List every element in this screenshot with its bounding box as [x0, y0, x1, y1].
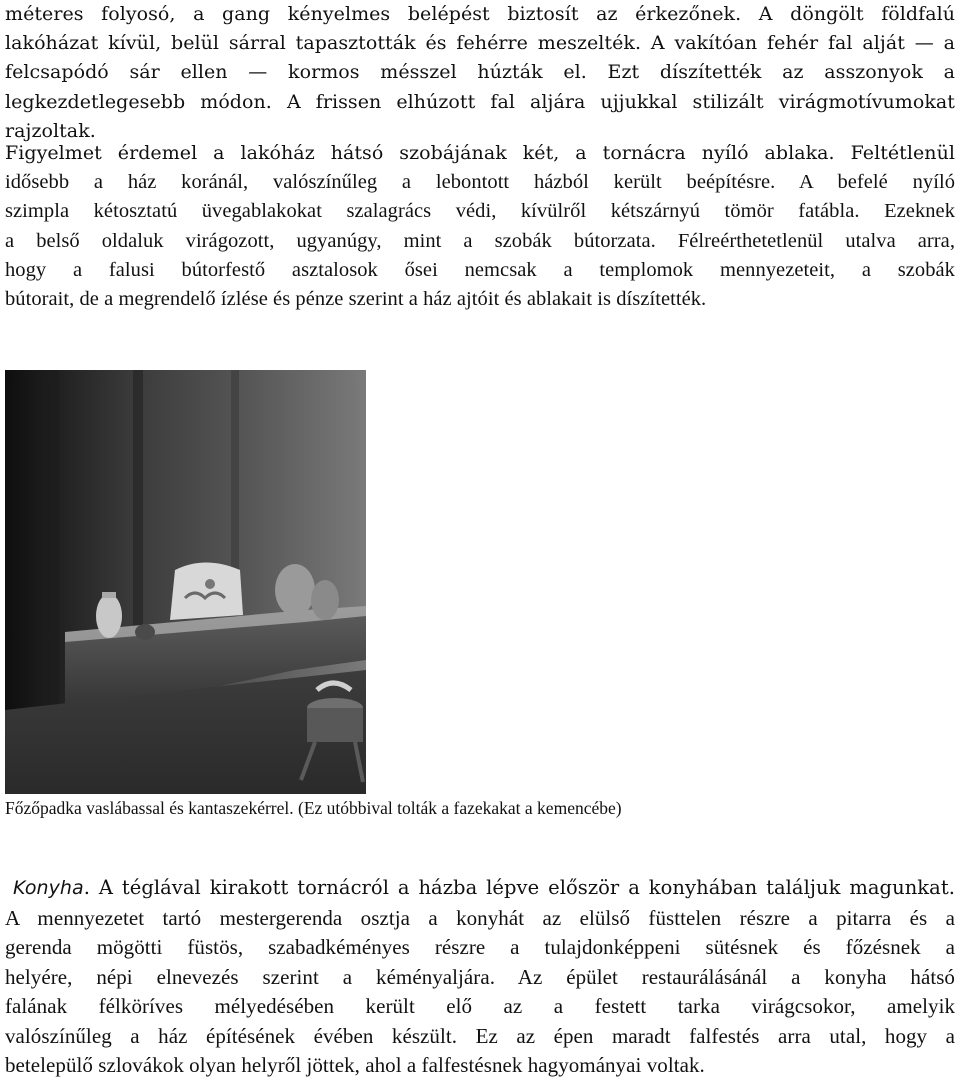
text-line — [5, 873, 955, 904]
figure-caption: Főzőpadka vaslábassal és kantaszekérrel. (Ez utóbbival tolták a fazekakat a kemencébe) — [5, 798, 622, 818]
text-line: a belső oldaluk virágozott, ugyanúgy, mint a szobák bútorzata. Félreérthetetlenül utalva arra, — [5, 229, 955, 252]
text-line: szimpla kétosztatú üvegablakokat szalagrács védi, kívülről kétszárnyú tömör fatábla. Ezeknek — [5, 200, 955, 223]
text-line: falának félköríves mélyedésében került elő az a festett tarka virágcsokor, amelyik — [5, 994, 955, 1018]
text-line: bútorait, de a megrendelő ízlése és pénze szerint a ház ajtóit és ablakait is díszítették. — [5, 288, 707, 311]
text-fragment: . A téglával kirakott tornácról a házba lépve először a konyhában találjuk magunkat. — [83, 876, 955, 899]
text-line: felcsapódó sár ellen — kormos mésszel húzták el. Ezt díszítették az asszonyok a — [5, 61, 955, 84]
section-term: Konyha — [13, 877, 84, 899]
paragraph-intro — [5, 0, 955, 146]
paragraph-windows — [5, 139, 955, 314]
text-line: hogy a falusi bútorfestő asztalosok ősei nemcsak a templomok mennyezeteit, a szobák — [5, 258, 955, 281]
text-line: Figyelmet érdemel a lakóház hátsó szobájának két, a tornácra nyíló ablaka. Feltétlenül — [5, 142, 955, 164]
text-line: legkezdetlegesebb módon. A frissen elhúzott fal aljára ujjukkal stilizált virágmotívumokat — [5, 90, 955, 113]
text-line: lakóházat kívül, belül sárral tapasztották és fehérre meszelték. A vakítóan fehér fal alját — a — [5, 32, 955, 55]
text-line: idősebb a ház koránál, valószínűleg a lebontott házból került beépítésre. A befelé nyíló — [5, 171, 955, 194]
paragraph-kitchen — [5, 873, 955, 1081]
text-line: gerenda mögötti füstös, szabadkéményes részre a tulajdonképpeni sütésnek és főzésnek a — [5, 935, 955, 959]
kitchen-photo — [5, 370, 366, 794]
text-line: helyére, népi elnevezés szerint a kéményaljára. Az épület restaurálásánál a konyha hátsó — [5, 964, 955, 989]
text-line: méteres folyosó, a gang kényelmes belépést biztosít az érkezőnek. A döngölt földfalú — [5, 3, 955, 25]
text-line: rajzoltak. — [5, 119, 96, 142]
text-line: A mennyezetet tartó mestergerenda osztja a konyhát az elülső füsttelen részre a pitarra és a — [5, 905, 955, 930]
text-line: betelepülő szlovákok olyan helyről jöttek, ahol a falfestésnek hagyományai voltak. — [5, 1053, 705, 1077]
text-line: valószínűleg a ház építésének évében készült. Ez az épen maradt falfestés arra utal, hogy a — [5, 1023, 955, 1048]
